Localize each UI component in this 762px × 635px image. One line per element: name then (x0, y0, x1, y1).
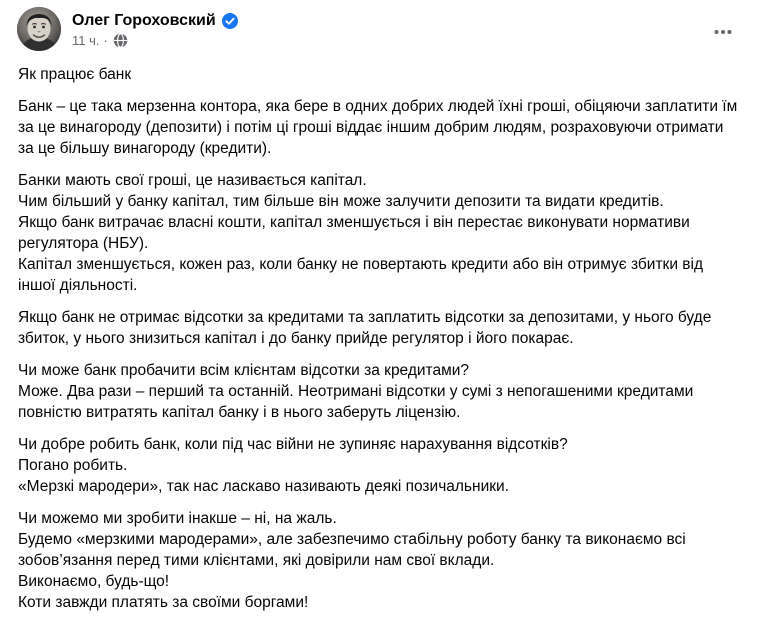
post-text-line: Капітал зменшується, кожен раз, коли банку не повертають кредити або він отримує збитки від іншої діяльності. (18, 256, 704, 294)
post-paragraph (18, 64, 740, 85)
post-text-line: Якщо банк не отримає відсотки за кредитами та заплатить відсотки за депозитами, у нього буде збиток, у нього знизиться капітал і до банку прийде регулятор і його покарає. (18, 309, 712, 347)
author-name[interactable]: Олег Гороховский (72, 12, 216, 29)
more-options-button[interactable] (711, 20, 735, 44)
globe-privacy-icon (113, 33, 128, 48)
author-name-row (72, 10, 238, 31)
post-paragraph (18, 96, 740, 159)
post-header (0, 0, 762, 51)
three-dots-icon (713, 22, 733, 42)
post-text-line: Може. Два рази – перший та останній. Неотримані відсотки у сумі з непогашеними кредитами повністю витратять капітал банку і в нього заберуть ліцензію. (18, 383, 694, 421)
post-header-info (72, 7, 238, 49)
post-text-line: Чи добре робить банк, коли під час війни не зупиняє нарахування відсотків? (18, 436, 568, 453)
post-text-line: Якщо банк витрачає власні кошти, капітал зменшується і він перестає виконувати нормативи регулятора (НБУ). (18, 214, 690, 252)
avatar-portrait-image (17, 7, 61, 51)
post-text-line: Чи можемо ми зробити інакше – ні, на жаль. (18, 510, 337, 527)
post-text-line: Як працює банк (18, 66, 132, 83)
post-paragraph (18, 434, 740, 497)
meta-separator: · (103, 33, 108, 48)
post-paragraph (18, 508, 740, 613)
post-timestamp[interactable]: 11 ч. (72, 33, 100, 48)
post-text-line: Чим більший у банку капітал, тим більше він може залучити депозити та видати кредитів. (18, 193, 664, 210)
post-text-line: Погано робить. (18, 457, 128, 474)
post-text-line: Банк – це така мерзенна контора, яка бере в одних добрих людей їхні гроші, обіцяючи заплатити їм за це винагороду (депозити) і потім ці гроші віддає іншим добрим людям, розраховуючи отримати за це більшу винагороду (кредити). (18, 98, 738, 157)
avatar[interactable] (17, 7, 61, 51)
verified-badge-icon (222, 13, 238, 29)
post-text-line: Будемо «мерзкими мародерами», але забезпечимо стабільну роботу банку та виконаємо всі зобов’язання перед тими клієнтами, які довірили нам свої вклади. (18, 531, 686, 569)
post-content (0, 51, 762, 613)
post-text-line: Коти завжди платять за своїми боргами! (18, 594, 309, 611)
post-meta-row (72, 32, 238, 49)
post-text-line: Чи може банк пробачити всім клієнтам відсотки за кредитами? (18, 362, 470, 379)
post-text-line: Банки мають свої гроші, це називається капітал. (18, 172, 367, 189)
post-paragraph (18, 360, 740, 423)
post-text-line: «Мерзкі мародери», так нас ласкаво називають деякі позичальники. (18, 478, 509, 495)
post-paragraph (18, 170, 740, 296)
post-paragraph (18, 307, 740, 349)
post-text-line: Виконаємо, будь-що! (18, 573, 170, 590)
